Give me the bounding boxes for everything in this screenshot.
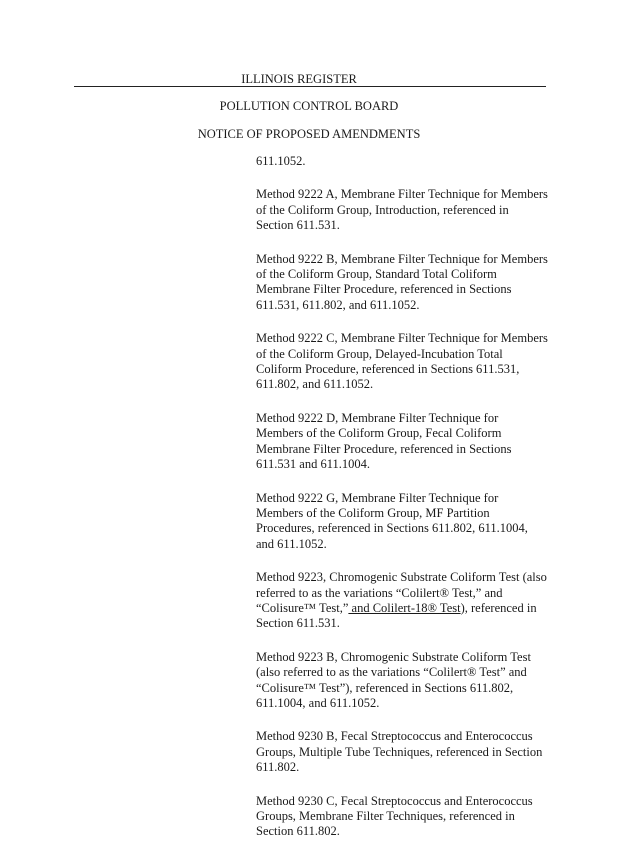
document-body [256,154,548,858]
paragraph: Method 9222 B, Membrane Filter Technique for Members of the Coliform Group, Standard Total Coliform Membrane Filter Procedure, referenced in Sections 611.531, 611.802, and 611.1052. [256,251,548,312]
paragraph: Method 9230 C, Fecal Streptococcus and Enterococcus Groups, Membrane Filter Techniques, referenced in Section 611.802. [256,793,533,839]
board-name: POLLUTION CONTROL BOARD [219,99,399,113]
paragraph-with-amendment [256,570,548,632]
paragraph: Method 9223 B, Chromogenic Substrate Coliform Test (also referred to as the variations “Colilert® Test” and “Colisure™ Test”), referenced in Sections 611.802, 611.1004, and 611.1052. [256,649,531,710]
paragraph: Method 9222 D, Membrane Filter Technique for Members of the Coliform Group, Fecal Coliform Membrane Filter Procedure, referenced in Sections 611.531 and 611.1004. [256,410,512,472]
paragraph-text: ), referenced in Section 611.531. [256,600,537,631]
paragraph-text: Method 9223, Chromogenic Substrate Coliform Test (also referred to as the variations “Colilert® Test,” and “Colisure™ Test,” [256,570,547,615]
paragraph: Method 9222 C, Membrane Filter Technique for Members of the Coliform Group, Delayed-Incubation Total Coliform Procedure, referenced in Sections 611.531, 611.802, and 611.1052. [256,331,548,392]
paragraph: Method 9222 A, Membrane Filter Technique for Members of the Coliform Group, Introduction, referenced in Section 611.531. [256,187,548,233]
underlined-insertion: and Colilert-18® Test [348,600,461,615]
notice-title: NOTICE OF PROPOSED AMENDMENTS [197,127,421,141]
header-rule [74,86,546,87]
register-title: ILLINOIS REGISTER [241,72,357,86]
paragraph: 611.1052. [256,154,306,168]
paragraph: Method 9222 G, Membrane Filter Technique for Members of the Coliform Group, MF Partition Procedures, referenced in Sections 611.802, 611.1004, and 611.1052. [256,490,528,551]
paragraph: Method 9230 B, Fecal Streptococcus and Enterococcus Groups, Multiple Tube Techniques, referenced in Section 611.802. [256,729,543,775]
